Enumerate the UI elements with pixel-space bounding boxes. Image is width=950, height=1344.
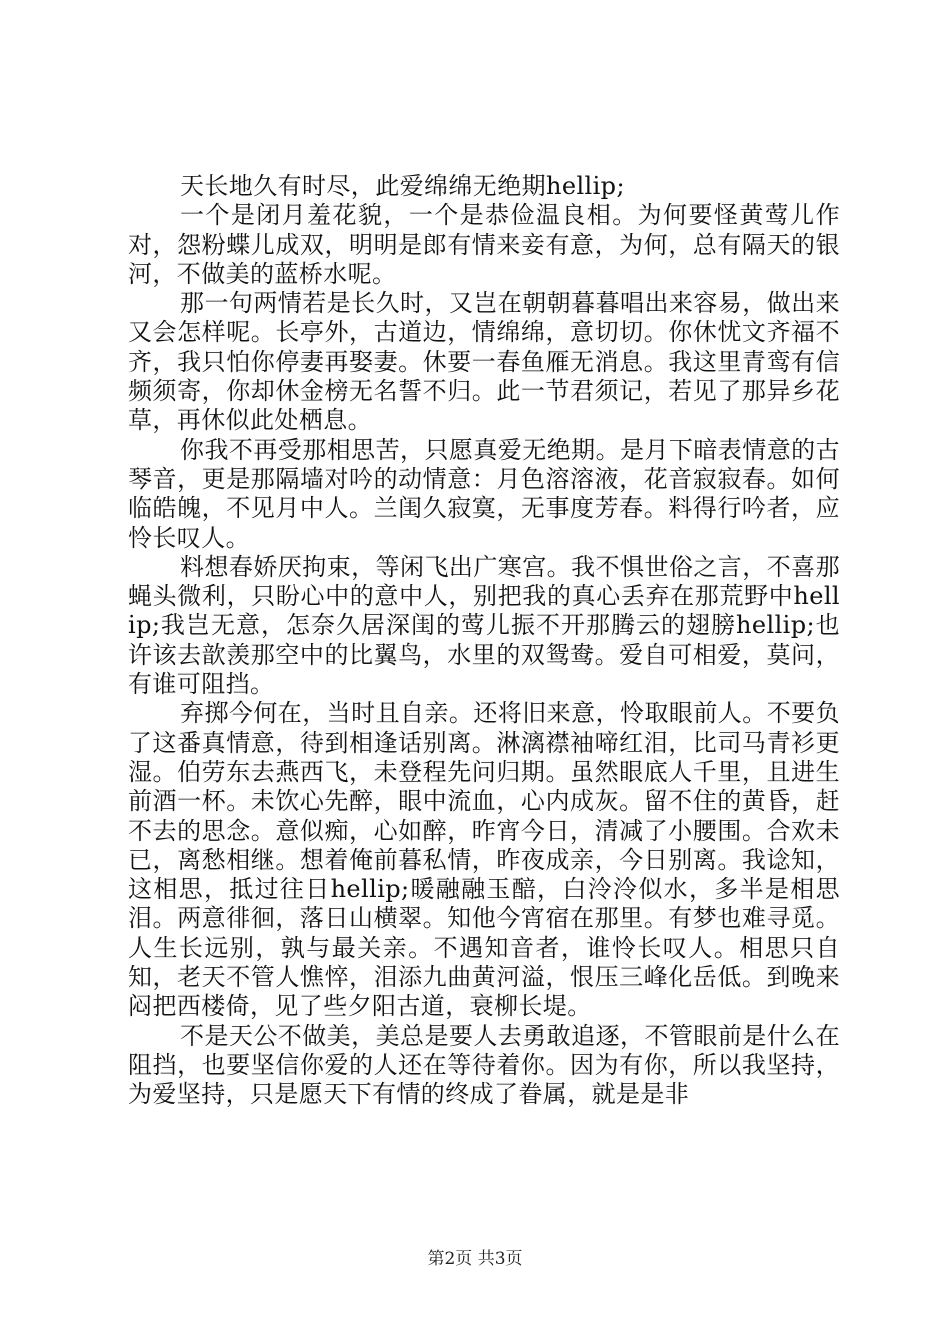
document-body: [128, 172, 840, 1110]
page-number-footer: 第2页 共3页: [427, 1249, 523, 1269]
paragraph: 天长地久有时尽，此爱绵绵无绝期hellip;: [180, 172, 625, 200]
paragraph: 一个是闭月羞花貌，一个是恭俭温良相。为何要怪黄莺儿作对，怨粉蝶儿成双，明明是郎有情来妾有意，为何，总有隔天的银河，不做美的蓝桥水呢。: [128, 201, 840, 288]
paragraph: 弃掷今何在，当时且自亲。还将旧来意，怜取眼前人。不要负了这番真情意，待到相逢话别离。淋漓襟袖啼红泪，比司马青衫更湿。伯劳东去燕西飞，未登程先问归期。虽然眼底人千里，且进生前酒一杯。未饮心先醉，眼中流血，心内成灰。留不住的黄昏，赶不去的思念。意似痴，心如醉，昨宵今日，清减了小腰围。合欢未已，离愁相继。想着俺前暮私情，昨夜成亲，今日别离。我谂知，这相思，抵过往日hellip;暖融融玉醅，白泠泠似水，多半是相思泪。两意徘徊，落日山横翠。知他今宵宿在那里。有梦也难寻觅。人生长远别，孰与最关亲。不遇知音者，谁怜长叹人。相思只自知，老天不管人憔悴，泪添九曲黄河溢，恨压三峰化岳低。到晚来闷把西楼倚，见了些夕阳古道，衰柳长堤。: [128, 699, 840, 1021]
paragraph: 你我不再受那相思苦，只愿真爱无绝期。是月下暗表情意的古琴音，更是那隔墙对吟的动情意：月色溶溶液，花音寂寂春。如何临皓魄，不见月中人。兰闺久寂寞，无事度芳春。料得行吟者，应怜长叹人。: [128, 435, 840, 552]
paragraph: 料想春娇厌拘束，等闲飞出广寒宫。我不惧世俗之言，不喜那蝇头微利，只盼心中的意中人，别把我的真心丢弃在那荒野中hellip;我岂无意，怎奈久居深闺的莺儿振不开那腾云的翅膀hellip;也许该去歆羡那空中的比翼鸟，水里的双鸳鸯。爱自可相爱，莫问，有谁可阻挡。: [128, 552, 840, 699]
paragraph: 不是天公不做美，美总是要人去勇敢追逐，不管眼前是什么在阻挡，也要坚信你爱的人还在等待着你。因为有你，所以我坚持，为爱坚持，只是愿天下有情的终成了眷属，就是是非: [128, 1021, 840, 1109]
paragraph: 那一句两情若是长久时，又岂在朝朝暮暮唱出来容易，做出来又会怎样呢。长亭外，古道边，情绵绵，意切切。你休忧文齐福不齐，我只怕你停妻再娶妻。休要一春鱼雁无消息。我这里青鸾有信频须寄，你却休金榜无名誓不归。此一节君须记，若见了那异乡花草，再休似此处栖息。: [128, 289, 840, 435]
